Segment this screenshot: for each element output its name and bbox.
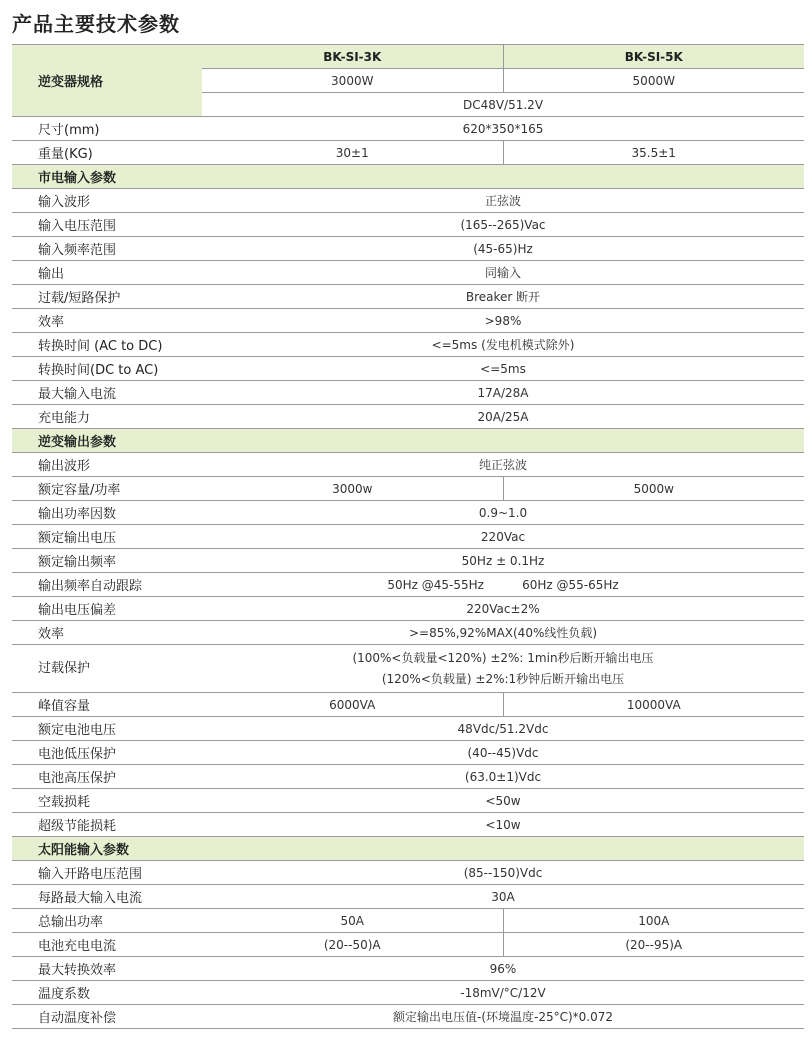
row-label: 自动温度补偿	[12, 1005, 202, 1029]
row-value: (40--45)Vdc	[202, 741, 804, 765]
row-value: 30A	[202, 885, 804, 909]
row-label: 充电能力	[12, 405, 202, 429]
row-label: 最大转换效率	[12, 957, 202, 981]
section-header-row	[12, 429, 804, 453]
table-row	[12, 1005, 804, 1029]
row-label: 输出频率自动跟踪	[12, 573, 202, 597]
model-name-5k: BK-SI-5K	[503, 45, 804, 69]
row-value: 96%	[202, 957, 804, 981]
row-value: (45-65)Hz	[202, 237, 804, 261]
row-label: 额定输出电压	[12, 525, 202, 549]
row-label: 空载损耗	[12, 789, 202, 813]
row-label: 总输出功率	[12, 909, 202, 933]
table-row	[12, 189, 804, 213]
table-row	[12, 693, 804, 717]
table-row	[12, 789, 804, 813]
row-label: 效率	[12, 621, 202, 645]
row-label: 温度系数	[12, 981, 202, 1005]
row-label: 效率	[12, 309, 202, 333]
table-row	[12, 525, 804, 549]
row-label: 额定容量/功率	[12, 477, 202, 501]
row-value	[202, 645, 804, 693]
row-label: 转换时间 (AC to DC)	[12, 333, 202, 357]
row-value-5k: 10000VA	[503, 693, 804, 717]
table-row	[12, 981, 804, 1005]
battery-voltage-value: DC48V/51.2V	[202, 93, 804, 117]
table-row	[12, 453, 804, 477]
table-row	[12, 357, 804, 381]
row-label: 重量(KG)	[12, 141, 202, 165]
model-name-3k: BK-SI-3K	[202, 45, 503, 69]
section-title: 逆变输出参数	[12, 429, 804, 453]
table-row	[12, 333, 804, 357]
table-row	[12, 717, 804, 741]
table-row	[12, 813, 804, 837]
row-value: 220Vac	[202, 525, 804, 549]
table-row	[12, 261, 804, 285]
row-value: 纯正弦波	[202, 453, 804, 477]
table-row	[12, 573, 804, 597]
table-row	[12, 597, 804, 621]
table-row	[12, 741, 804, 765]
row-value-5k: 5000w	[503, 477, 804, 501]
row-label: 电池低压保护	[12, 741, 202, 765]
row-value-3k: 3000w	[202, 477, 503, 501]
table-row	[12, 477, 804, 501]
row-label: 输入开路电压范围	[12, 861, 202, 885]
page-title: 产品主要技术参数	[12, 12, 180, 36]
row-value-3k: 30±1	[202, 141, 503, 165]
row-label: 额定电池电压	[12, 717, 202, 741]
table-row	[12, 285, 804, 309]
table-row	[12, 405, 804, 429]
row-value: (63.0±1)Vdc	[202, 765, 804, 789]
table-row	[12, 645, 804, 693]
row-value: (85--150)Vdc	[202, 861, 804, 885]
table-row	[12, 501, 804, 525]
row-value-3k: 6000VA	[202, 693, 503, 717]
row-label: 电池充电电流	[12, 933, 202, 957]
section-header-row	[12, 165, 804, 189]
row-value-line: (120%<负载量) ±2%:1秒钟后断开输出电压	[381, 671, 625, 686]
row-label: 过载/短路保护	[12, 285, 202, 309]
row-label: 输出电压偏差	[12, 597, 202, 621]
section-title: 市电输入参数	[12, 165, 804, 189]
row-label: 过载保护	[12, 645, 202, 693]
table-row	[12, 861, 804, 885]
row-value: 50Hz @45-55Hz 60Hz @55-65Hz	[202, 573, 804, 597]
table-row	[12, 237, 804, 261]
model-header-row	[12, 45, 804, 69]
row-label: 转换时间(DC to AC)	[12, 357, 202, 381]
spec-label: 逆变器规格	[12, 45, 202, 117]
row-value: -18mV/°C/12V	[202, 981, 804, 1005]
section-title: 太阳能输入参数	[12, 837, 804, 861]
row-label: 电池高压保护	[12, 765, 202, 789]
row-value-5k: 35.5±1	[503, 141, 804, 165]
row-value: 620*350*165	[202, 117, 804, 141]
table-row	[12, 621, 804, 645]
row-label: 最大输入电流	[12, 381, 202, 405]
row-label: 输出波形	[12, 453, 202, 477]
row-value: 20A/25A	[202, 405, 804, 429]
table-row	[12, 933, 804, 957]
table-row	[12, 213, 804, 237]
row-label: 输出	[12, 261, 202, 285]
row-value: <=5ms	[202, 357, 804, 381]
row-value: (165--265)Vac	[202, 213, 804, 237]
row-label: 输入波形	[12, 189, 202, 213]
row-value: 同输入	[202, 261, 804, 285]
spec-table	[12, 44, 804, 1029]
row-value-5k: 100A	[503, 909, 804, 933]
row-value: 17A/28A	[202, 381, 804, 405]
row-value: <50w	[202, 789, 804, 813]
power-rating-3k: 3000W	[202, 69, 503, 93]
row-value: >98%	[202, 309, 804, 333]
row-value-3k: 50A	[202, 909, 503, 933]
row-value: Breaker 断开	[202, 285, 804, 309]
table-row	[12, 957, 804, 981]
row-label: 峰值容量	[12, 693, 202, 717]
table-row	[12, 141, 804, 165]
row-label: 输出功率因数	[12, 501, 202, 525]
row-value-line: (100%<负载量<120%) ±2%: 1min秒后断开输出电压	[352, 650, 654, 665]
row-value-3k: (20--50)A	[202, 933, 503, 957]
row-value: >=85%,92%MAX(40%线性负载)	[202, 621, 804, 645]
table-row	[12, 117, 804, 141]
row-label: 超级节能损耗	[12, 813, 202, 837]
row-value-5k: (20--95)A	[503, 933, 804, 957]
row-value: 0.9~1.0	[202, 501, 804, 525]
row-label: 输入频率范围	[12, 237, 202, 261]
row-value: 正弦波	[202, 189, 804, 213]
row-value: 48Vdc/51.2Vdc	[202, 717, 804, 741]
section-header-row	[12, 837, 804, 861]
row-label: 额定输出频率	[12, 549, 202, 573]
row-value: 50Hz ± 0.1Hz	[202, 549, 804, 573]
table-row	[12, 309, 804, 333]
row-value: <10w	[202, 813, 804, 837]
power-rating-5k: 5000W	[503, 69, 804, 93]
row-label: 输入电压范围	[12, 213, 202, 237]
table-row	[12, 909, 804, 933]
table-row	[12, 765, 804, 789]
table-row	[12, 885, 804, 909]
row-value: 220Vac±2%	[202, 597, 804, 621]
row-value: <=5ms (发电机模式除外)	[202, 333, 804, 357]
row-value: 额定输出电压值-(环境温度-25°C)*0.072	[202, 1005, 804, 1029]
row-label: 每路最大输入电流	[12, 885, 202, 909]
table-row	[12, 549, 804, 573]
row-label: 尺寸(mm)	[12, 117, 202, 141]
table-row	[12, 381, 804, 405]
